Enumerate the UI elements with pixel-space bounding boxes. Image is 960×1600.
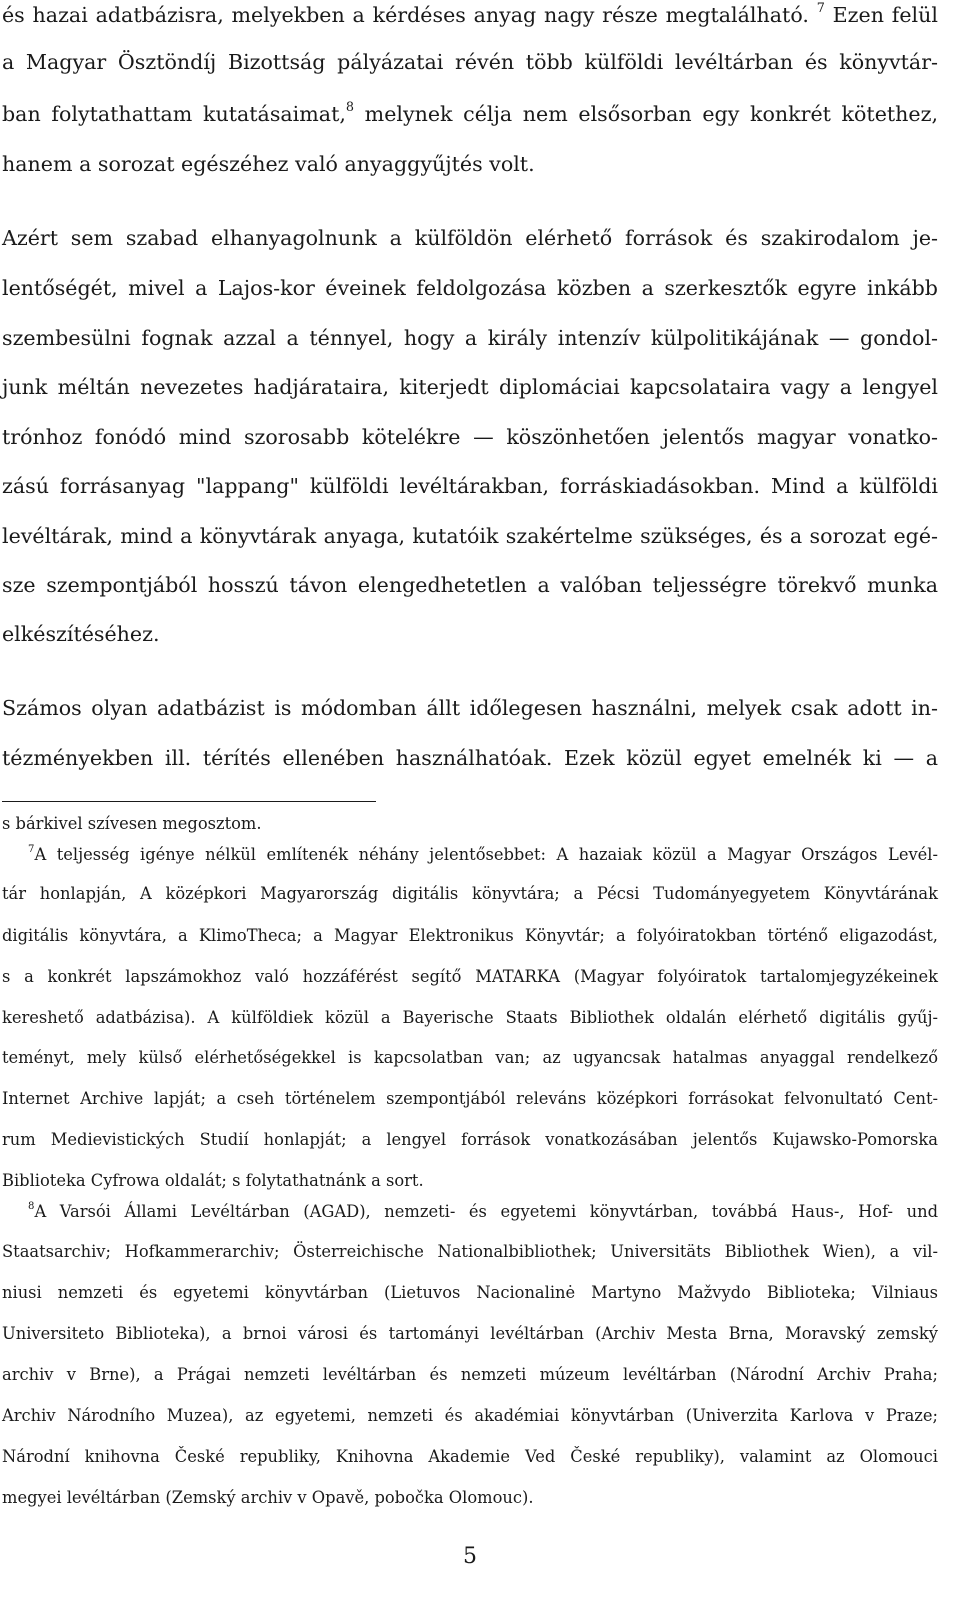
text-line: tézményekben ill. térítés ellenében használhatóak. Ezek közül egyet emelnék ki — a — [2, 746, 938, 770]
text-line: trónhoz fonódó mind szorosabb kötelékre — köszönhetően jelentős magyar vonatko- — [2, 425, 938, 449]
text-line: levéltárak, mind a könyvtárak anyaga, kutatóik szakértelme szükséges, és a sorozat egé- — [2, 524, 938, 548]
footnote-7-line — [28, 843, 938, 867]
text-span: melynek célja nem elsősorban egy konkrét kötethez, — [364, 102, 939, 126]
footnote-7-line: kereshető adatbázisa). A külföldiek közül a Bayerische Staats Bibliothek oldalán elérhető digitális gyűj- — [2, 1008, 938, 1027]
text-line: zású forrásanyag "lappang" külföldi levéltárakban, forráskiadásokban. Mind a külföldi — [2, 474, 938, 498]
footnote-8-line: Staatsarchiv; Hofkammerarchiv; Österreichische Nationalbibliothek; Universitäts Bibliothek Wien), a vil- — [2, 1242, 938, 1261]
footnote-7-line: tár honlapján, A középkori Magyarország digitális könyvtára; a Pécsi Tudományegyetem Könyvtárának — [2, 884, 938, 903]
footnote-7-line: rum Medievistických Studií honlapját; a lengyel források vonatkozásában jelentős Kujawsko-Pomorska — [2, 1130, 938, 1149]
footnote-mark-7: 7 — [28, 844, 35, 856]
footnote-8-line: megyei levéltárban (Zemský archiv v Opavě, pobočka Olomouc). — [2, 1488, 534, 1507]
footnote-7-line: s a konkrét lapszámokhoz való hozzáférést segítő MATARKA (Magyar folyóiratok tartalomjegyzékeinek — [2, 967, 938, 986]
text-line: szembesülni fognak azzal a ténnyel, hogy a király intenzív külpolitikájának — gondol- — [2, 326, 938, 350]
footnote-7-line: digitális könyvtára, a KlimoTheca; a Magyar Elektronikus Könyvtár; a folyóiratokban történő eligazodást, — [2, 926, 938, 945]
text-line — [2, 0, 938, 30]
text-line: hanem a sorozat egészéhez való anyaggyűjtés volt. — [2, 152, 535, 176]
footnote-8-line — [28, 1200, 938, 1224]
footnote-mark-8: 8 — [28, 1201, 35, 1213]
footnote-8-line: archiv v Brne), a Prágai nemzeti levéltárban és nemzeti múzeum levéltárban (Národní Archiv Praha; — [2, 1365, 938, 1384]
text-line: a Magyar Ösztöndíj Bizottság pályázatai révén több külföldi levéltárban és könyvtár- — [2, 50, 938, 74]
footnote-8-line: niusi nemzeti és egyetemi könyvtárban (Lietuvos Nacionalinė Martyno Mažvydo Biblioteka; Vilniaus — [2, 1283, 938, 1302]
text-span: A teljesség igénye nélkül említenék néhány jelentősebbet: A hazaiak közül a Magyar Országos Levél- — [34, 845, 938, 864]
text-line: Azért sem szabad elhanyagolnunk a külföldön elérhető források és szakirodalom je- — [2, 226, 938, 250]
footnote-ref-8[interactable]: 8 — [345, 100, 355, 116]
footnote-7-line: Biblioteka Cyfrowa oldalát; s folytathatnánk a sort. — [2, 1171, 424, 1190]
text-span: A Varsói Állami Levéltárban (AGAD), nemzeti- és egyetemi könyvtárban, továbbá Haus-, Hof- und — [34, 1202, 938, 1221]
text-line: lentőségét, mivel a Lajos-kor éveinek feldolgozása közben a szerkesztők egyre inkább — [2, 276, 938, 300]
text-line: sze szempontjából hosszú távon elengedhetetlen a valóban teljességre törekvő munka — [2, 573, 938, 597]
footnote-7-line: Internet Archive lapját; a cseh történelem szempontjából releváns középkori forrásokat felvonultató Cent- — [2, 1089, 938, 1108]
text-line — [2, 99, 938, 129]
footnote-7-line: teményt, mely külső elérhetőségekkel is kapcsolatban van; az ugyancsak hatalmas anyaggal rendelkező — [2, 1048, 938, 1067]
footnote-rule — [2, 801, 376, 802]
text-line: elkészítéséhez. — [2, 622, 160, 646]
footnote-ref-7[interactable]: 7 — [816, 1, 825, 17]
footnote-8-line: Národní knihovna České republiky, Knihovna Akademie Ved České republiky), valamint az Olomouci — [2, 1447, 938, 1466]
page-number: 5 — [463, 1544, 477, 1569]
footnote-continuation: s bárkivel szívesen megosztom. — [2, 814, 262, 833]
footnote-8-line: Archiv Národního Muzea), az egyetemi, nemzeti és akadémiai könyvtárban (Univerzita Karlova v Praze; — [2, 1406, 938, 1425]
footnote-8-line: Universiteto Biblioteka), a brnoi városi és tartományi levéltárban (Archiv Mesta Brna, Moravský zemský — [2, 1324, 938, 1343]
text-span: ban folytathattam kutatásaimat, — [2, 102, 346, 126]
text-line: Számos olyan adatbázist is módomban állt időlegesen használni, melyek csak adott in- — [2, 696, 938, 720]
text-span: Ezen felül — [832, 3, 938, 27]
text-line: junk méltán nevezetes hadjárataira, kiterjedt diplomáciai kapcsolataira vagy a lengyel — [2, 375, 938, 399]
text-span: és hazai adatbázisra, melyekben a kérdéses anyag nagy része megtalálható. — [2, 3, 809, 27]
